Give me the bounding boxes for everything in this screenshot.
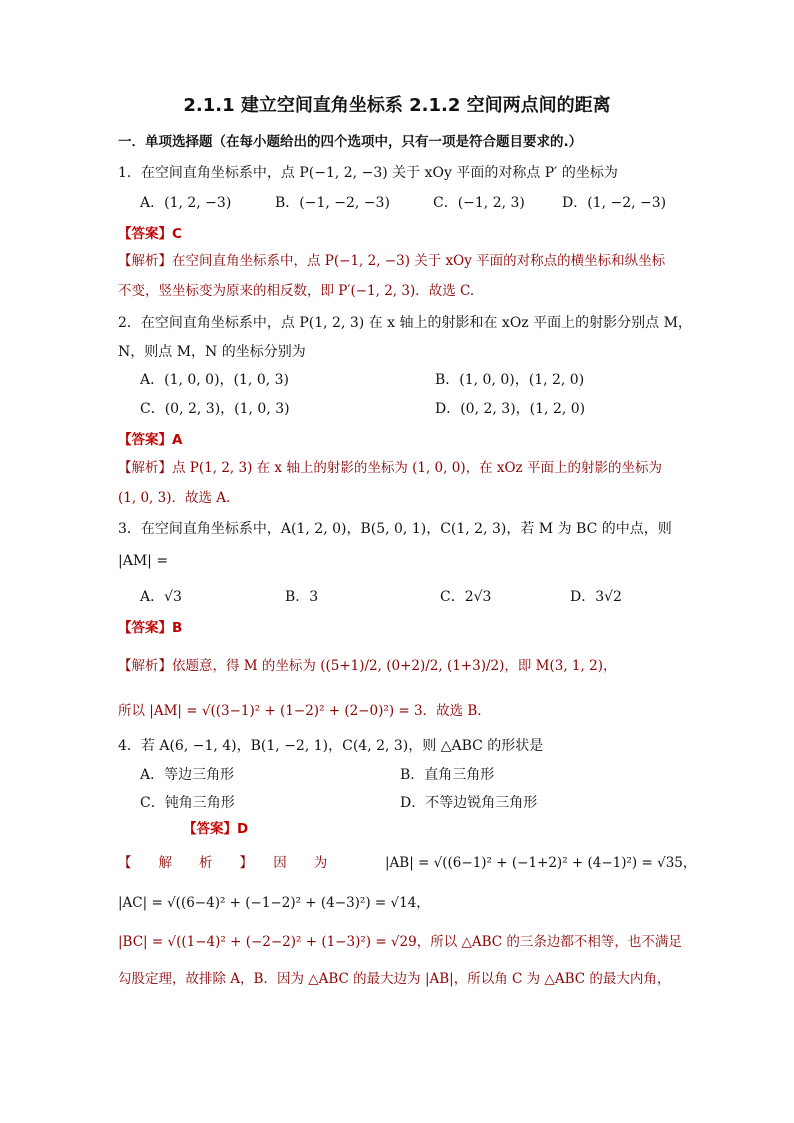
q3-option-c: C．2√3	[440, 589, 492, 605]
question-4-stem: 4．若 A(6, −1, 4)，B(1, −2, 1)，C(4, 2, 3)，则 △ABC 的形状是	[118, 738, 544, 754]
q1-explanation-line-1: 【解析】在空间直角坐标系中，点 P(−1, 2, −3) 关于 xOy 平面的对称点的横坐标和纵坐标	[118, 253, 666, 269]
q4-option-d: D．不等边锐角三角形	[400, 795, 538, 811]
q4-option-a: A．等边三角形	[140, 767, 235, 783]
q3-option-a: A．√3	[140, 589, 182, 605]
q4-ac-length: |AC| = √((6−4)² + (−1−2)² + (4−3)²) = √14，	[118, 895, 430, 911]
q2-explanation-line-2: (1, 0, 3)．故选 A.	[118, 490, 231, 506]
q4-explanation-line-4: 勾股定理，故排除 A，B．因为 △ABC 的最大边为 |AB|，所以角 C 为 △ABC 的最大内角，	[118, 971, 671, 987]
q2-option-b: B．(1, 0, 0)，(1, 2, 0)	[435, 372, 585, 388]
q3-answer: 【答案】B	[118, 620, 183, 636]
q3-option-d: D．3√2	[570, 589, 622, 605]
section-heading: 一．单项选择题（在每小题给出的四个选项中，只有一项是符合题目要求的.）	[118, 134, 583, 150]
q3-explanation-line-1: 【解析】依题意，得 M 的坐标为 ((5+1)/2, (0+2)/2, (1+3)/2)，即 M(3, 1, 2)，	[118, 658, 617, 674]
q4-ab-length: |AB| = √((6−1)² + (−1+2)² + (4−1)²) = √35，	[385, 855, 697, 871]
q1-option-d: D．(1, −2, −3)	[562, 195, 667, 211]
q2-explanation-line-1: 【解析】点 P(1, 2, 3) 在 x 轴上的射影的坐标为 (1, 0, 0)，在 xOz 平面上的射影的坐标为	[118, 460, 662, 476]
q4-bc-length: |BC| = √((1−4)² + (−2−2)² + (1−3)²) = √29，所以 △ABC 的三条边都不相等，也不满足	[118, 934, 682, 950]
q4-option-c: C．钝角三角形	[140, 795, 235, 811]
q2-answer: 【答案】A	[118, 432, 183, 448]
q1-explanation-line-2: 不变，竖坐标变为原来的相反数，即 P′(−1, 2, 3)．故选 C.	[118, 283, 475, 299]
question-1-stem: 1．在空间直角坐标系中，点 P(−1, 2, −3) 关于 xOy 平面的对称点 P′ 的坐标为	[118, 165, 618, 181]
question-2-stem-line-2: N，则点 M，N 的坐标分别为	[118, 344, 306, 360]
question-2-stem-line-1: 2．在空间直角坐标系中，点 P(1, 2, 3) 在 x 轴上的射影和在 xOz 平面上的射影分别点 M，	[118, 315, 692, 331]
q3-option-b: B．3	[285, 589, 319, 605]
q2-option-d: D．(0, 2, 3)，(1, 2, 0)	[435, 401, 586, 417]
q2-option-a: A．(1, 0, 0)，(1, 0, 3)	[140, 372, 290, 388]
q2-option-c: C．(0, 2, 3)，(1, 0, 3)	[140, 401, 290, 417]
q1-option-b: B．(−1, −2, −3)	[275, 195, 390, 211]
q4-explanation-lead: 【 解 析 】 因 为	[118, 855, 328, 871]
q1-option-a: A．(1, 2, −3)	[140, 195, 232, 211]
q3-explanation-line-2: 所以 |AM| = √((3−1)² + (1−2)² + (2−0)²) = 3．故选 B.	[118, 703, 482, 719]
page-title: 2.1.1 建立空间直角坐标系 2.1.2 空间两点间的距离	[183, 95, 611, 116]
q1-option-c: C．(−1, 2, 3)	[433, 195, 525, 211]
q4-answer: 【答案】D	[183, 821, 249, 837]
q1-answer: 【答案】C	[118, 226, 182, 242]
question-3-stem-line-2: |AM| =	[118, 553, 169, 569]
question-3-stem-line-1: 3．在空间直角坐标系中，A(1, 2, 0)，B(5, 0, 1)，C(1, 2, 3)，若 M 为 BC 的中点，则	[118, 521, 672, 537]
q4-option-b: B．直角三角形	[400, 767, 495, 783]
